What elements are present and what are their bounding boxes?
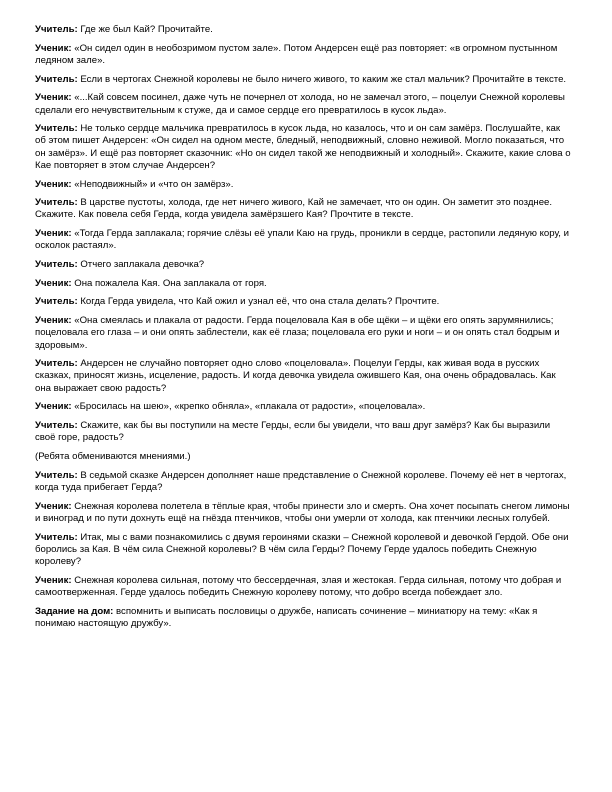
speaker-label: Ученик:: [35, 178, 72, 190]
paragraph-text: Снежная королева полетела в тёплые края, чтобы принести зло и смерть. Она хочет посыпать снегом лимоны и виноград и по пути дохнуть ещё на гнёзда птенчиков, чтобы они умерли от холода, как птенчики лесных голубей.: [35, 500, 570, 524]
speaker-label: Учитель:: [35, 296, 78, 308]
paragraph-text: «Бросилась на шею», «крепко обняла», «плакала от радости», «поцеловала».: [71, 401, 426, 413]
paragraph: [35, 24, 572, 36]
speaker-label: Учитель:: [35, 259, 78, 271]
paragraph: [35, 575, 572, 599]
paragraph-text: Отчего заплакала девочка?: [77, 259, 205, 271]
speaker-label: Учитель:: [35, 469, 78, 481]
paragraph-text: В царстве пустоты, холода, где нет ничего живого, Кай не замечает, что он один. Он заметит это позднее. Скажите. Как повела себя Герда, когда увидела замёрзшего Кая? Прочтите в тексте.: [35, 197, 553, 221]
paragraph-text: Она пожалела Кая. Она заплакала от горя.: [71, 277, 267, 289]
paragraph: [35, 92, 572, 116]
paragraph-text: Где же был Кай? Прочитайте.: [77, 24, 213, 35]
paragraph: [35, 278, 572, 290]
speaker-label: Ученик:: [35, 228, 72, 240]
paragraph-text: Когда Герда увидела, что Кай ожил и узнал её, что она стала делать? Прочтите.: [77, 296, 440, 308]
paragraph-text: «...Кай совсем посинел, даже чуть не почернел от холода, но не замечал этого, – поцелуи Снежной королевы сделали его нечувствительным к стуже, да и самое сердце его превратилось в кусок льда».: [35, 92, 565, 116]
speaker-label: Учитель:: [35, 73, 78, 85]
homework-paragraph: [35, 606, 572, 630]
speaker-label: Учитель:: [35, 420, 78, 432]
speaker-label: Учитель:: [35, 358, 78, 370]
paragraph: [35, 296, 572, 308]
paragraph: [35, 74, 572, 86]
paragraph-text: (Ребята обмениваются мнениями.): [35, 450, 191, 462]
speaker-label: Ученик:: [35, 401, 72, 413]
speaker-label: Ученик:: [35, 42, 72, 54]
paragraph: [35, 228, 572, 252]
paragraph: [35, 401, 572, 413]
paragraph: [35, 315, 572, 352]
speaker-label: Ученик:: [35, 574, 72, 586]
speaker-label: Ученик:: [35, 315, 72, 327]
paragraph: [35, 123, 572, 172]
paragraph: [35, 451, 572, 463]
speaker-label: Ученик:: [35, 500, 72, 512]
paragraph: [35, 420, 572, 444]
paragraph-text: Снежная королева сильная, потому что бессердечная, злая и жестокая. Герда сильная, потому что добрая и самоотверженная. Герде удалось победить Снежную королеву потому, что добро всегда побеждает зло.: [35, 574, 562, 598]
speaker-label: Учитель:: [35, 24, 78, 35]
paragraph: [35, 197, 572, 221]
paragraph-text: «Она смеялась и плакала от радости. Герда поцеловала Кая в обе щёки – и щёки его опять зарумянились; поцеловала его глаза – и они опять заблестели, как её глаза; поцеловала его руки и ноги – и он опять стал бодрым и здоровым».: [35, 315, 560, 351]
paragraph-text: Не только сердце мальчика превратилось в кусок льда, но казалось, что и он сам замёрз. Послушайте, как об этом пишет Андерсен: «Он сидел на одном месте, бледный, неподвижный, словно неживой. Могло показаться, что он замёрз». И ещё раз повторяет сказочник: «Но он сидел такой же неподвижный и холодный». Скажите, какие слова о Кае повторяет в этом случае Андерсен?: [35, 123, 571, 171]
paragraph-text: В седьмой сказке Андерсен дополняет наше представление о Снежной королеве. Почему её нет в чертогах, когда туда прибегает Герда?: [35, 469, 567, 493]
paragraph: [35, 43, 572, 67]
paragraph-text: «Тогда Герда заплакала; горячие слёзы её упали Каю на грудь, проникли в сердце, растопили ледяную кору, и осколок растаял».: [35, 228, 569, 252]
speaker-label: Ученик:: [35, 92, 72, 104]
paragraph: [35, 470, 572, 494]
homework-label: Задание на дом:: [35, 605, 114, 617]
paragraph-text: Скажите, как бы вы поступили на месте Герды, если бы увидели, что ваш друг замёрз? Как бы выразили своё горе, радость?: [35, 420, 551, 444]
paragraph-text: Андерсен не случайно повторяет одно слово «поцеловала». Поцелуи Герды, как живая вода в русских сказках, приносят жизнь, исцеление, радость. И когда девочка увидела ожившего Кая, она очень обрадовалась. Как она выражает свою радость?: [35, 358, 556, 394]
homework-text: вспомнить и выписать пословицы о дружбе, написать сочинение – миниатюру на тему: «Как я понимаю настоящую дружбу».: [35, 605, 538, 629]
paragraph-text: «Он сидел один в необозримом пустом зале». Потом Андерсен ещё раз повторяет: «в огромном пустынном ледяном зале».: [35, 42, 558, 66]
paragraph: [35, 259, 572, 271]
paragraph: [35, 358, 572, 395]
speaker-label: Учитель:: [35, 197, 78, 209]
paragraph-text: «Неподвижный» и «что он замёрз».: [71, 178, 234, 190]
speaker-label: Учитель:: [35, 531, 78, 543]
speaker-label: Учитель:: [35, 123, 78, 135]
paragraph-text: Если в чертогах Снежной королевы не было ничего живого, то каким же стал мальчик? Прочитайте в тексте.: [77, 73, 567, 85]
paragraph: [35, 179, 572, 191]
speaker-label: Ученик:: [35, 277, 72, 289]
paragraph: [35, 501, 572, 525]
paragraph-text: Итак, мы с вами познакомились с двумя героинями сказки – Снежной королевой и девочкой Гердой. Обе они боролись за Кая. В чём сила Снежной королевы? В чём сила Герды? Почему Герде удалось победить Снежную королеву?: [35, 531, 569, 567]
paragraph: [35, 532, 572, 569]
